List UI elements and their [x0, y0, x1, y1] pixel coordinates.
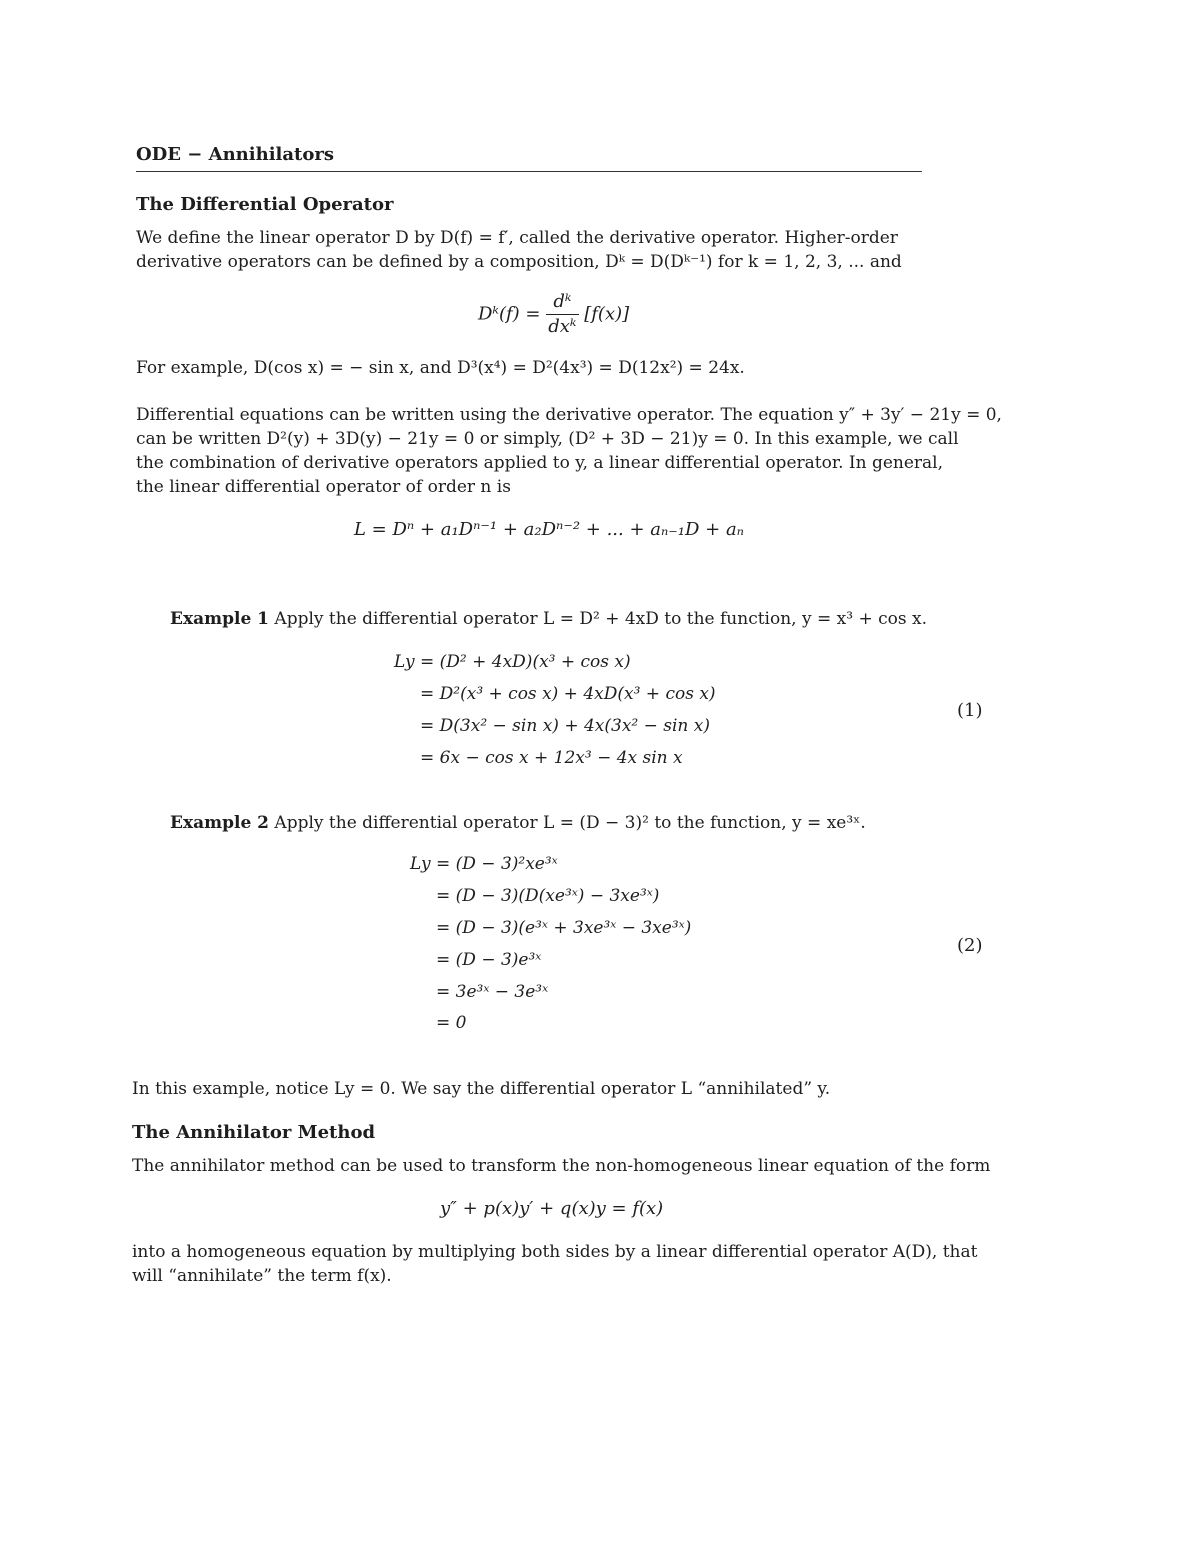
example-1-text: Apply the differential operator L = D² + 4xD to the function, y = x³ + cos x. — [274, 609, 927, 629]
section-heading-differential-operator: The Differential Operator — [136, 194, 394, 215]
equation-line: Ly = (D² + 4xD)(x³ + cos x) — [394, 652, 631, 672]
paragraph-line: can be written D²(y) + 3D(y) − 21y = 0 or simply, (D² + 3D − 21)y = 0. In this example, we call — [136, 429, 959, 449]
general-operator-equation: L = Dⁿ + a₁Dⁿ⁻¹ + a₂Dⁿ⁻² + ... + aₙ₋₁D + aₙ — [354, 519, 744, 540]
equation-line: = D²(x³ + cos x) + 4xD(x³ + cos x) — [420, 684, 716, 704]
equation-line: = (D − 3)(D(xe³ˣ) − 3xe³ˣ) — [436, 886, 660, 906]
example-2-statement — [170, 811, 866, 835]
equation-lhs: Dᵏ(f) = — [478, 303, 541, 325]
page-header-title: ODE − Annihilators — [136, 144, 334, 165]
equation-number-1: (1) — [957, 700, 983, 721]
example-2-label: Example 2 — [170, 813, 270, 833]
paragraph-line: derivative operators can be defined by a composition, Dᵏ = D(Dᵏ⁻¹) for k = 1, 2, 3, ... and — [136, 252, 902, 272]
header-rule — [136, 171, 922, 172]
display-equation — [478, 290, 629, 339]
section-heading-annihilator-method: The Annihilator Method — [132, 1122, 376, 1143]
fraction-denominator: dxᵏ — [548, 316, 577, 337]
paragraph-line: the combination of derivative operators applied to y, a linear differential operator. In general, — [136, 453, 944, 473]
paragraph-line: into a homogeneous equation by multiplying both sides by a linear differential operator A(D), that — [132, 1242, 978, 1262]
equation-fraction — [546, 290, 578, 339]
equation-line: = D(3x² − sin x) + 4x(3x² − sin x) — [420, 716, 711, 736]
equation-line: Ly = (D − 3)²xe³ˣ — [410, 854, 558, 874]
example-1-statement — [170, 607, 927, 631]
equation-line: = 0 — [436, 1013, 467, 1033]
paragraph-line: the linear differential operator of order n is — [136, 477, 511, 497]
equation-line: = 3e³ˣ − 3e³ˣ — [436, 982, 549, 1002]
equation-rhs: [f(x)] — [584, 303, 630, 325]
display-equation: y″ + p(x)y′ + q(x)y = f(x) — [440, 1198, 664, 1219]
paragraph-line: will “annihilate” the term f(x). — [132, 1266, 392, 1286]
equation-line: = 6x − cos x + 12x³ − 4x sin x — [420, 748, 683, 768]
equation-line: = (D − 3)(e³ˣ + 3xe³ˣ − 3xe³ˣ) — [436, 918, 692, 938]
paragraph-line: The annihilator method can be used to transform the non-homogeneous linear equation of the form — [132, 1156, 991, 1176]
equation-number-2: (2) — [957, 935, 983, 956]
paragraph-line: For example, D(cos x) = − sin x, and D³(x⁴) = D²(4x³) = D(12x²) = 24x. — [136, 358, 745, 378]
annihilated-note: In this example, notice Ly = 0. We say the differential operator L “annihilated” y. — [132, 1079, 831, 1099]
fraction-numerator: dᵏ — [546, 290, 578, 315]
example-2-text: Apply the differential operator L = (D − 3)² to the function, y = xe³ˣ. — [274, 813, 866, 833]
paragraph-line: We define the linear operator D by D(f) = f′, called the derivative operator. Higher-order — [136, 228, 898, 248]
example-1-label: Example 1 — [170, 609, 270, 629]
equation-line: = (D − 3)e³ˣ — [436, 950, 542, 970]
paragraph-line: Differential equations can be written using the derivative operator. The equation y″ + 3y′ − 21y = 0, — [136, 405, 1002, 425]
